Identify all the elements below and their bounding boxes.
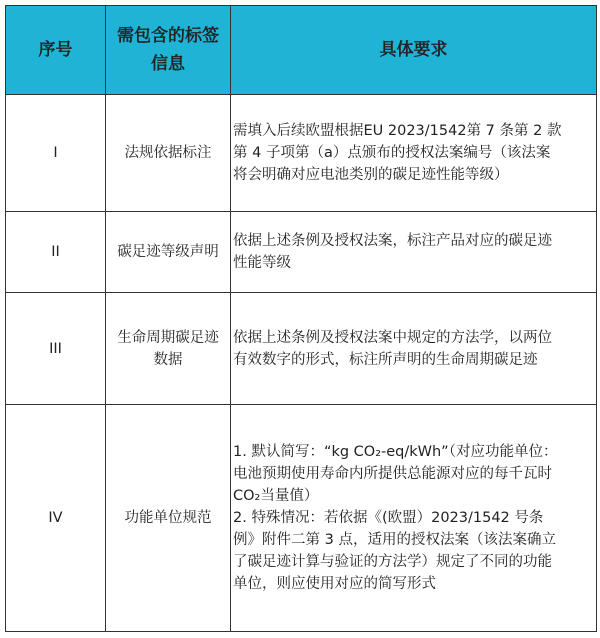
requirement-line: 有效数字的形式，标注所声明的生命周期碳足迹 <box>233 351 538 368</box>
row-requirement <box>231 95 597 212</box>
label-line: 数据 <box>153 351 183 368</box>
requirement-line: 依据上述条例及授权法案，标注产品对应的碳足迹 <box>233 233 552 249</box>
row-index: III <box>6 293 106 405</box>
requirement-line: 性能等级 <box>233 255 291 271</box>
row-index: I <box>6 95 106 212</box>
row-requirement <box>231 293 597 405</box>
requirement-line: 了碳足迹计算与验证的方法学）规定了不同的功能 <box>233 554 552 570</box>
row-requirement <box>231 405 597 632</box>
requirement-line: 例》附件二第 3 点，适用的授权法案（该法案确立 <box>233 532 556 548</box>
requirement-line: CO₂当量值） <box>233 488 319 504</box>
label-requirements-table <box>5 5 597 632</box>
table-row <box>6 405 597 632</box>
header-label-info <box>106 6 231 95</box>
header-label-line: 信息 <box>151 54 185 74</box>
header-label-line: 需包含的标签 <box>117 26 219 46</box>
row-index: IV <box>6 405 106 632</box>
row-index: II <box>6 212 106 293</box>
row-label <box>106 405 231 632</box>
table-row <box>6 95 597 212</box>
label-line: 碳足迹等级声明 <box>117 244 219 260</box>
requirement-line: 1. 默认简写：“kg CO₂-eq/kWh”（对应功能单位： <box>233 444 558 460</box>
header-requirement: 具体要求 <box>231 6 597 95</box>
label-line: 生命周期碳足迹 <box>117 329 219 346</box>
requirement-line: 第 4 子项第（a）点颁布的授权法案编号（该法案 <box>233 145 551 161</box>
table-row <box>6 212 597 293</box>
row-requirement <box>231 212 597 293</box>
row-label <box>106 95 231 212</box>
requirement-line: 需填入后续欧盟根据EU 2023/1542第 7 条第 2 款 <box>233 123 562 139</box>
label-line: 法规依据标注 <box>124 145 212 161</box>
row-label <box>106 293 231 405</box>
table-row <box>6 293 597 405</box>
header-index: 序号 <box>6 6 106 95</box>
requirement-line: 将会明确对应电池类别的碳足迹性能等级） <box>233 167 509 183</box>
requirement-line: 单位，则应使用对应的简写形式 <box>233 576 436 592</box>
table-header-row <box>6 6 597 95</box>
label-line: 功能单位规范 <box>124 510 212 526</box>
requirement-line: 2. 特殊情况：若依据《(欧盟）2023/1542 号条 <box>233 510 544 526</box>
row-label <box>106 212 231 293</box>
requirement-line: 依据上述条例及授权法案中规定的方法学，以两位 <box>233 329 552 346</box>
requirement-line: 电池预期使用寿命内所提供总能源对应的每千瓦时 <box>233 466 552 482</box>
